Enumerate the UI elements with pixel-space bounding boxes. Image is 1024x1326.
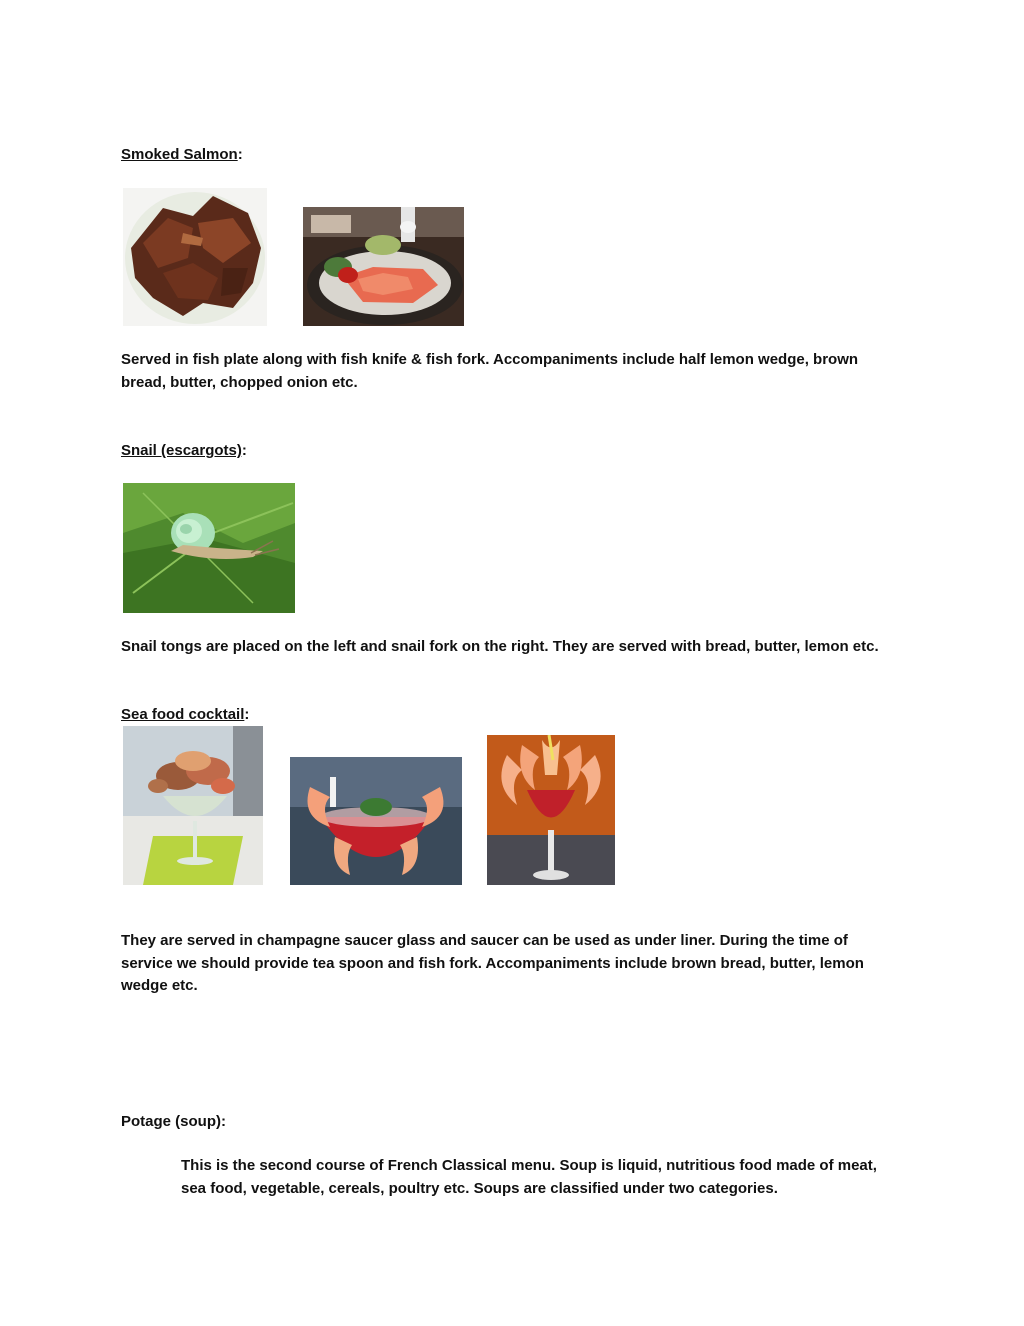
seafood-colon: :	[244, 706, 250, 723]
smoked-salmon-title: Smoked Salmon	[121, 146, 238, 163]
seafood-heading	[121, 705, 249, 725]
smoked-salmon-photo-2	[303, 207, 464, 326]
snail-heading	[121, 441, 247, 461]
potage-description: This is the second course of French Classical menu. Soup is liquid, nutritious food made of meat, sea food, vegetable, cereals, poultry etc. Soups are classified under two categories.	[181, 1157, 877, 1197]
smoked-salmon-photo-1	[123, 188, 267, 326]
smoked-salmon-description: Served in fish plate along with fish knife & fish fork. Accompaniments include half lemon wedge, brown bread, butter, chopped onion etc.	[121, 351, 859, 391]
snail-colon: :	[241, 442, 247, 459]
seafood-photo-3	[487, 735, 615, 885]
snail-description: Snail tongs are placed on the left and snail fork on the right. They are served with bread, butter, lemon etc.	[121, 638, 879, 655]
seafood-photo-2	[290, 757, 462, 885]
smoked-salmon-heading	[121, 145, 243, 165]
snail-photo	[123, 483, 295, 613]
seafood-photo-1	[123, 726, 263, 885]
snail-title: Snail (escargots)	[121, 442, 242, 459]
seafood-description: They are served in champagne saucer glass and saucer can be used as under liner. During the time of service we should provide tea spoon and fish fork. Accompaniments include brown bread, butter, lemon wedge etc.	[121, 932, 864, 994]
smoked-salmon-colon: :	[237, 146, 243, 163]
seafood-title: Sea food cocktail	[121, 706, 245, 723]
potage-heading: Potage (soup):	[121, 1113, 226, 1130]
